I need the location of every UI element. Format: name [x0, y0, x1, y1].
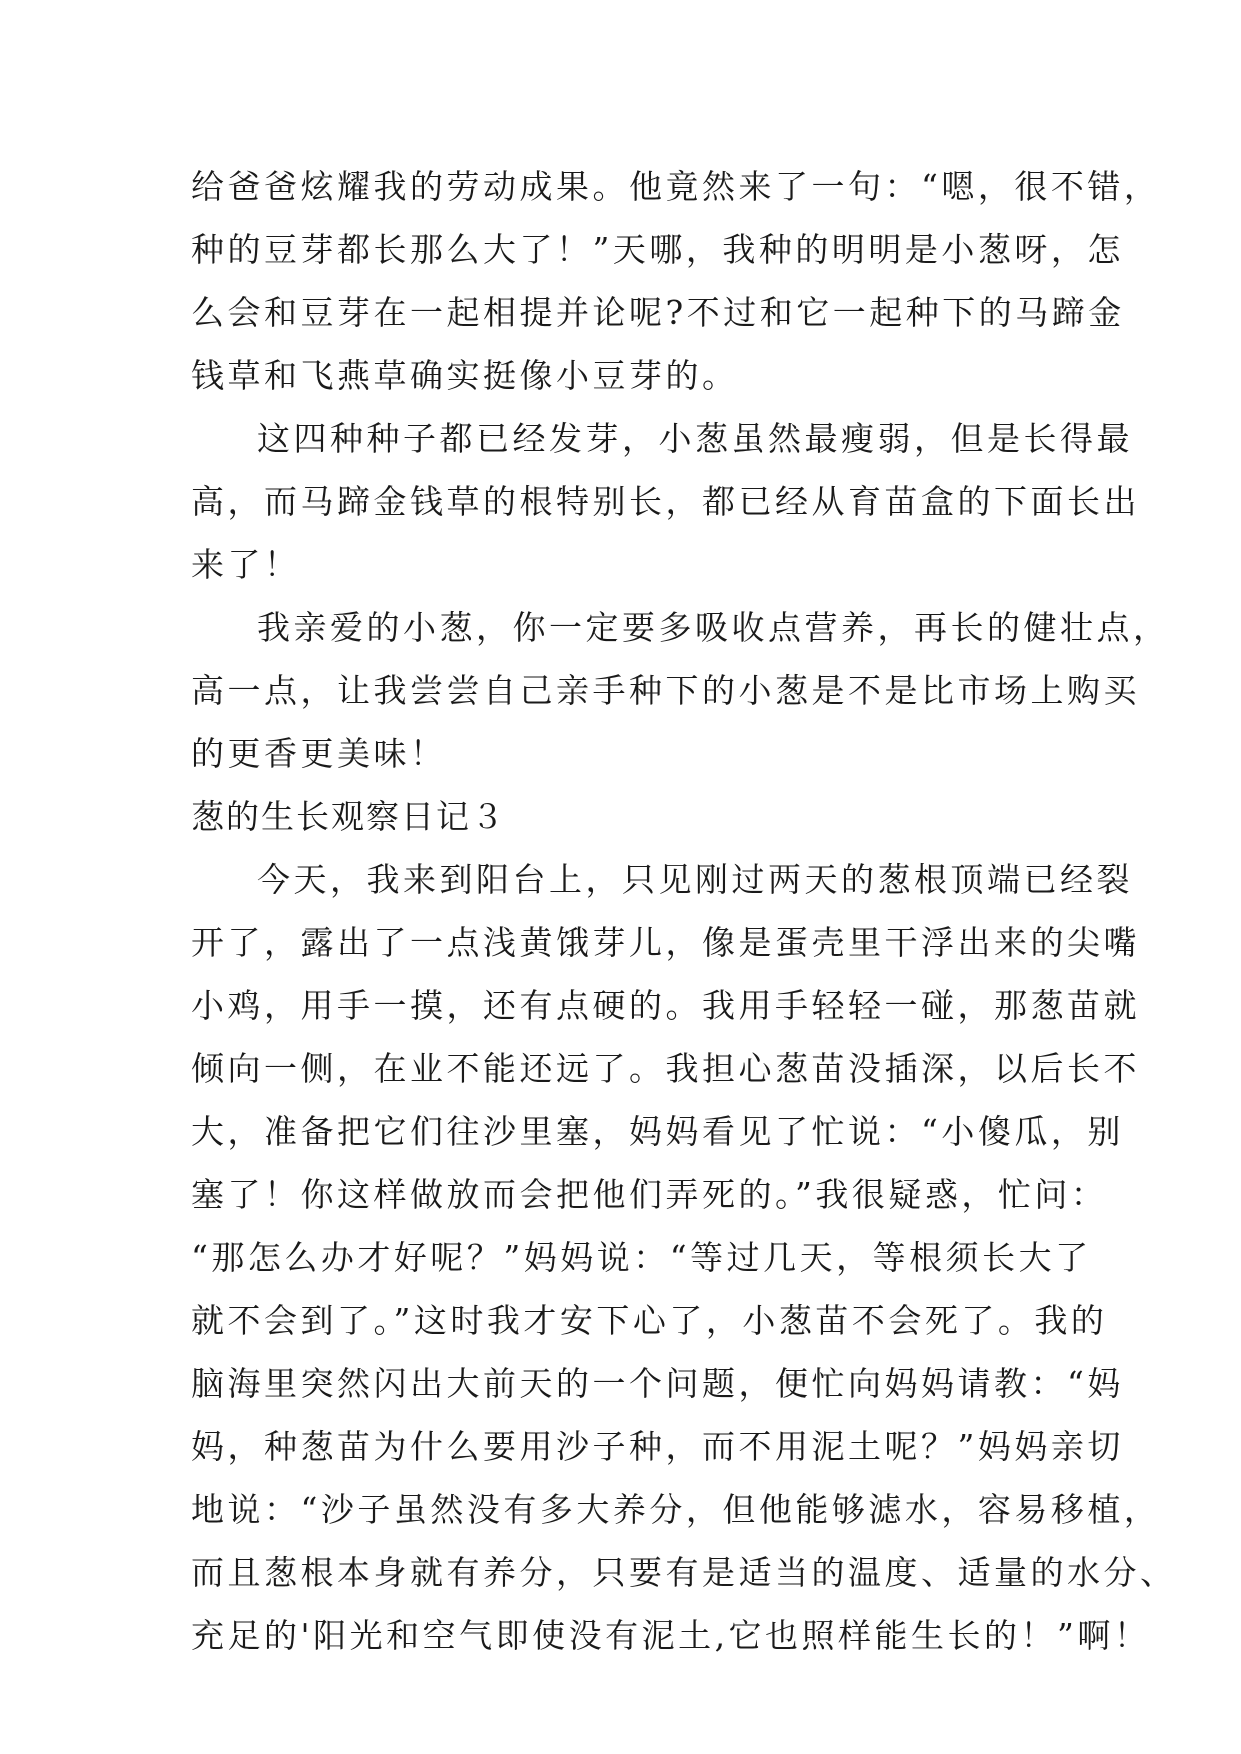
text-line: 高一点，让我尝尝自己亲手种下的小葱是不是比市场上购买 [191, 671, 1140, 710]
paragraph-first-line: 这四种种子都已经发芽，小葱虽然最瘦弱，但是长得最 [257, 419, 1133, 458]
text-line: 钱草和飞燕草确实挺像小豆芽的。 [191, 356, 739, 395]
text-line: “那怎么办才好呢？”妈妈说：“等过几天，等根须长大了 [191, 1238, 1092, 1277]
text-line: 来了！ [191, 545, 301, 584]
text-line: 小鸡，用手一摸，还有点硬的。我用手轻轻一碰，那葱苗就 [191, 986, 1140, 1025]
paragraph-first-line: 今天，我来到阳台上，只见刚过两天的葱根顶端已经裂 [257, 860, 1133, 899]
text-line: 就不会到了。”这时我才安下心了，小葱苗不会死了。我的 [191, 1301, 1108, 1340]
text-line: 而且葱根本身就有养分，只要有是适当的温度、适量的水分、 [191, 1553, 1177, 1592]
text-line: 开了，露出了一点浅黄饿芽儿，像是蛋壳里干浮出来的尖嘴 [191, 923, 1140, 962]
text-line: 大，准备把它们往沙里塞，妈妈看见了忙说：“小傻瓜，别 [191, 1112, 1124, 1151]
document-body [191, 155, 1177, 1667]
text-line: 么会和豆芽在一起相提并论呢?不过和它一起种下的马蹄金 [191, 293, 1125, 332]
section-heading: 葱的生长观察日记３ [191, 797, 506, 836]
text-line: 倾向一侧，在业不能还远了。我担心葱苗没插深，以后长不 [191, 1049, 1140, 1088]
text-line: 脑海里突然闪出大前天的一个问题，便忙向妈妈请教：“妈 [191, 1364, 1124, 1403]
paragraph-first-line: 我亲爱的小葱，你一定要多吸收点营养，再长的健壮点， [257, 608, 1170, 647]
text-line: 给爸爸炫耀我的劳动成果。他竟然来了一句：“嗯，很不错， [191, 167, 1161, 206]
text-line: 地说：“沙子虽然没有多大养分，但他能够滤水，容易移植， [191, 1490, 1161, 1529]
text-line: 种的豆芽都长那么大了！”天哪，我种的明明是小葱呀，怎 [191, 230, 1124, 269]
text-line: 的更香更美味！ [191, 734, 447, 773]
text-line: 妈，种葱苗为什么要用沙子种，而不用泥土呢？”妈妈亲切 [191, 1427, 1124, 1466]
text-line: 高，而马蹄金钱草的根特别长，都已经从育苗盒的下面长出 [191, 482, 1140, 521]
text-line: 充足的'阳光和空气即使没有泥土,它也照样能生长的！”啊！ [191, 1616, 1151, 1655]
text-line: 塞了！你这样做放而会把他们弄死的。”我很疑惑，忙问： [191, 1175, 1108, 1214]
